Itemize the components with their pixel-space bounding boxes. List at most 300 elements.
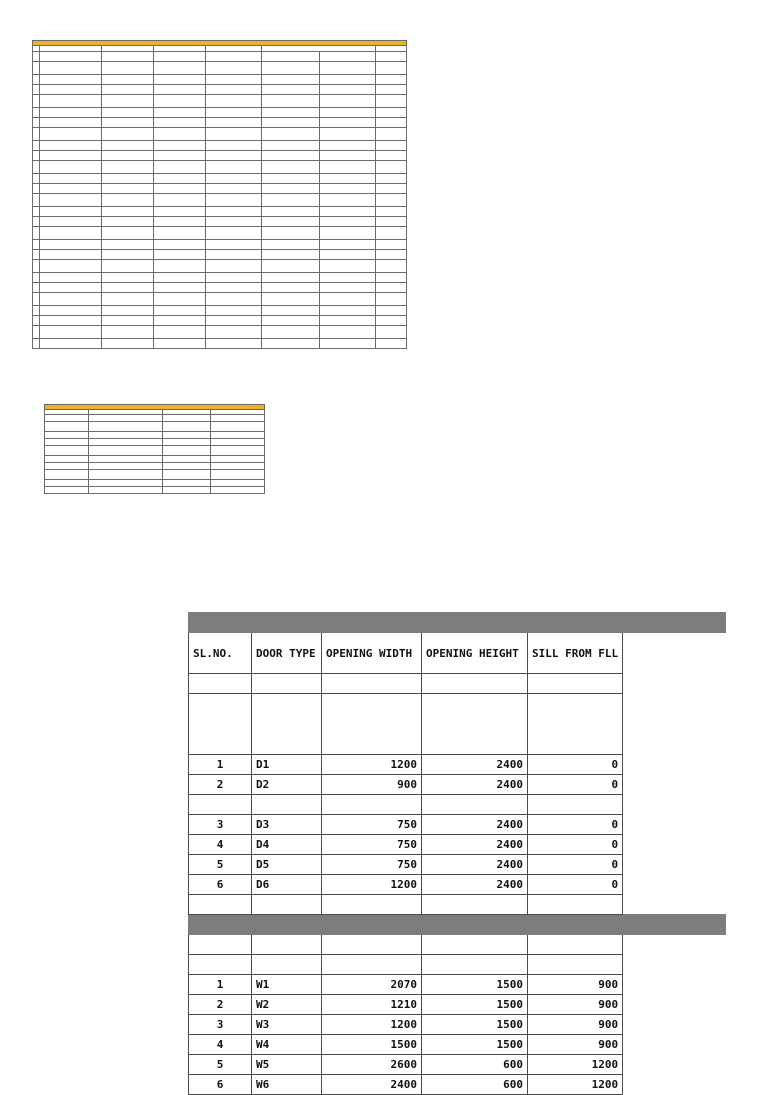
interior-row-cell — [262, 151, 320, 161]
interior-row-cell — [40, 52, 102, 62]
interior-row-cell — [33, 174, 40, 184]
door-type-cell: D1 — [252, 755, 322, 775]
interior-row-cell — [40, 240, 102, 250]
window-height-cell: 1500 — [422, 995, 528, 1015]
interior-row-cell — [102, 250, 154, 260]
exterior-row-cell — [89, 480, 163, 487]
door-sl-cell: 6 — [189, 875, 252, 895]
interior-row-cell — [33, 161, 40, 174]
interior-row-cell — [262, 250, 320, 260]
interior-row-cell — [33, 326, 40, 339]
exterior-row-cell — [45, 470, 89, 480]
interior-row-cell — [33, 52, 40, 62]
interior-row-cell — [320, 207, 376, 217]
interior-row-cell — [33, 95, 40, 108]
interior-row-cell — [33, 316, 40, 326]
interior-row — [33, 207, 407, 217]
interior-row-cell — [102, 118, 154, 128]
interior-row-cell — [33, 293, 40, 306]
interior-row-cell — [376, 174, 407, 184]
interior-row-cell — [376, 52, 407, 62]
interior-row-cell — [376, 260, 407, 273]
interior-row-cell — [206, 62, 262, 75]
interior-row-cell — [262, 95, 320, 108]
window-sl-cell: 5 — [189, 1055, 252, 1075]
interior-row-cell — [154, 151, 206, 161]
door-type-cell: D2 — [252, 775, 322, 795]
window-sill-cell: 900 — [528, 1035, 623, 1055]
interior-row-cell — [262, 128, 320, 141]
interior-row-cell — [320, 108, 376, 118]
interior-row-cell — [320, 141, 376, 151]
interior-row — [33, 151, 407, 161]
exterior-row-cell — [211, 432, 265, 439]
window-sl-cell: 1 — [189, 975, 252, 995]
exterior-row-cell — [163, 456, 211, 463]
interior-row-cell — [40, 293, 102, 306]
window-height-cell: 600 — [422, 1055, 528, 1075]
exterior-row-cell — [163, 463, 211, 470]
exterior-row-cell — [89, 422, 163, 432]
interior-row-cell — [376, 108, 407, 118]
interior-row-cell — [154, 141, 206, 151]
interior-row-cell — [40, 260, 102, 273]
interior-row-cell — [376, 75, 407, 85]
interior-row-cell — [154, 316, 206, 326]
door-height-cell: 2400 — [422, 855, 528, 875]
interior-row-cell — [206, 260, 262, 273]
interior-row-cell — [102, 326, 154, 339]
interior-row-cell — [154, 128, 206, 141]
interior-row-cell — [40, 339, 102, 349]
blank-row — [189, 955, 726, 975]
interior-row-cell — [40, 128, 102, 141]
interior-row-cell — [102, 283, 154, 293]
exterior-row — [45, 415, 265, 422]
window-row — [189, 975, 726, 995]
exterior-row-cell — [45, 446, 89, 456]
interior-row-cell — [154, 273, 206, 283]
interior-row-cell — [206, 240, 262, 250]
interior-row-cell — [40, 118, 102, 128]
door-width-cell: 900 — [322, 775, 422, 795]
interior-row-cell — [33, 118, 40, 128]
interior-row-cell — [102, 207, 154, 217]
interior-row-cell — [320, 240, 376, 250]
exterior-row-cell — [211, 439, 265, 446]
window-sill-cell: 900 — [528, 1015, 623, 1035]
interior-row-cell — [376, 250, 407, 260]
window-width-cell: 2400 — [322, 1075, 422, 1095]
interior-row-cell — [206, 306, 262, 316]
interior-row — [33, 326, 407, 339]
blank-row — [189, 674, 726, 694]
window-width-cell: 2070 — [322, 975, 422, 995]
interior-row-cell — [154, 62, 206, 75]
interior-row — [33, 339, 407, 349]
interior-row — [33, 250, 407, 260]
interior-row-cell — [206, 108, 262, 118]
interior-row-cell — [154, 174, 206, 184]
exterior-row-cell — [211, 487, 265, 494]
door-height-cell: 2400 — [422, 755, 528, 775]
interior-row-cell — [206, 207, 262, 217]
door-sl-cell: 1 — [189, 755, 252, 775]
interior-rows — [33, 52, 407, 349]
window-row — [189, 1055, 726, 1075]
interior-row-cell — [320, 293, 376, 306]
exterior-row-cell — [163, 480, 211, 487]
interior-row-cell — [206, 339, 262, 349]
interior-row — [33, 273, 407, 283]
exterior-row-cell — [45, 432, 89, 439]
interior-row-cell — [154, 108, 206, 118]
interior-row-cell — [376, 217, 407, 227]
interior-row-cell — [206, 75, 262, 85]
exterior-row — [45, 432, 265, 439]
window-type-cell: W1 — [252, 975, 322, 995]
window-height-cell: 1500 — [422, 1035, 528, 1055]
interior-row-cell — [376, 128, 407, 141]
interior-row-cell — [262, 85, 320, 95]
interior-row-cell — [206, 141, 262, 151]
interior-row-cell — [262, 62, 320, 75]
interior-row-cell — [102, 184, 154, 194]
interior-row — [33, 283, 407, 293]
interior-row-cell — [262, 108, 320, 118]
interior-row-cell — [262, 293, 320, 306]
door-row — [189, 835, 726, 855]
interior-row-cell — [102, 339, 154, 349]
interior-row-cell — [320, 95, 376, 108]
door-sl-cell: 5 — [189, 855, 252, 875]
exterior-row — [45, 463, 265, 470]
interior-row-cell — [206, 52, 262, 62]
interior-row-cell — [40, 326, 102, 339]
exterior-row-cell — [45, 463, 89, 470]
door-width-cell: 750 — [322, 835, 422, 855]
interior-row-cell — [154, 217, 206, 227]
interior-row — [33, 108, 407, 118]
exterior-row-cell — [163, 415, 211, 422]
interior-row-cell — [154, 227, 206, 240]
exterior-row-cell — [89, 446, 163, 456]
interior-row-cell — [262, 339, 320, 349]
interior-row-cell — [320, 118, 376, 128]
interior-row-cell — [33, 75, 40, 85]
interior-row-cell — [40, 95, 102, 108]
door-row — [189, 755, 726, 775]
door-row — [189, 775, 726, 795]
interior-row-cell — [154, 240, 206, 250]
interior-row-cell — [154, 339, 206, 349]
interior-row-cell — [154, 207, 206, 217]
schedule-header-row — [189, 633, 726, 674]
exterior-row-cell — [163, 487, 211, 494]
window-type-cell: W3 — [252, 1015, 322, 1035]
door-width-cell: 750 — [322, 855, 422, 875]
exterior-finishes-table — [44, 404, 265, 494]
interior-row-cell — [206, 293, 262, 306]
interior-row-cell — [262, 184, 320, 194]
door-row — [189, 875, 726, 895]
interior-row — [33, 128, 407, 141]
interior-row-cell — [320, 260, 376, 273]
interior-row-cell — [33, 194, 40, 207]
interior-row-cell — [102, 240, 154, 250]
interior-row-cell — [206, 161, 262, 174]
interior-row-cell — [40, 217, 102, 227]
interior-row-cell — [376, 62, 407, 75]
interior-row — [33, 52, 407, 62]
interior-row — [33, 141, 407, 151]
interior-row-cell — [40, 141, 102, 151]
interior-row-cell — [376, 283, 407, 293]
door-height-cell: 2400 — [422, 835, 528, 855]
interior-row-cell — [376, 141, 407, 151]
door-type-cell: D6 — [252, 875, 322, 895]
interior-row-cell — [206, 174, 262, 184]
door-width-cell: 1200 — [322, 755, 422, 775]
interior-row-cell — [40, 62, 102, 75]
interior-row-cell — [154, 161, 206, 174]
interior-row-cell — [320, 161, 376, 174]
window-type-cell: W2 — [252, 995, 322, 1015]
window-sill-cell: 1200 — [528, 1055, 623, 1075]
interior-row-cell — [154, 75, 206, 85]
header-sill-from-fll: SILL FROM FLL — [528, 633, 623, 674]
interior-row — [33, 217, 407, 227]
interior-row-cell — [262, 326, 320, 339]
interior-row-cell — [320, 217, 376, 227]
interior-row — [33, 95, 407, 108]
interior-row-cell — [40, 316, 102, 326]
exterior-row-cell — [89, 456, 163, 463]
interior-row-cell — [102, 75, 154, 85]
interior-row-cell — [320, 194, 376, 207]
interior-row-cell — [40, 85, 102, 95]
door-height-cell: 2400 — [422, 815, 528, 835]
interior-row-cell — [40, 174, 102, 184]
interior-row-cell — [376, 306, 407, 316]
interior-row-cell — [102, 52, 154, 62]
interior-row-cell — [102, 227, 154, 240]
interior-row-cell — [102, 161, 154, 174]
exterior-row-cell — [211, 470, 265, 480]
exterior-row-cell — [211, 480, 265, 487]
interior-row-cell — [33, 250, 40, 260]
interior-row-cell — [102, 273, 154, 283]
interior-row-cell — [40, 184, 102, 194]
interior-row-cell — [320, 273, 376, 283]
interior-row — [33, 118, 407, 128]
interior-row-cell — [320, 52, 376, 62]
exterior-row-cell — [163, 422, 211, 432]
interior-row-cell — [262, 141, 320, 151]
interior-row-cell — [262, 207, 320, 217]
interior-row-cell — [376, 118, 407, 128]
interior-row-cell — [102, 260, 154, 273]
interior-row-cell — [102, 95, 154, 108]
window-section-band — [189, 915, 726, 935]
interior-row-cell — [102, 293, 154, 306]
interior-row-cell — [320, 128, 376, 141]
interior-row — [33, 316, 407, 326]
interior-row-cell — [102, 306, 154, 316]
header-opening-width: OPENING WIDTH — [322, 633, 422, 674]
interior-row — [33, 227, 407, 240]
exterior-row — [45, 487, 265, 494]
blank-row — [189, 935, 726, 955]
window-sl-cell: 3 — [189, 1015, 252, 1035]
interior-row-cell — [33, 62, 40, 75]
interior-row-cell — [154, 293, 206, 306]
interior-row-cell — [376, 240, 407, 250]
interior-row-cell — [154, 260, 206, 273]
interior-row — [33, 161, 407, 174]
interior-row-cell — [40, 306, 102, 316]
door-width-cell: 750 — [322, 815, 422, 835]
interior-row-cell — [206, 227, 262, 240]
door-sl-cell: 4 — [189, 835, 252, 855]
interior-row-cell — [376, 326, 407, 339]
interior-row — [33, 260, 407, 273]
exterior-row-cell — [45, 480, 89, 487]
interior-row-cell — [40, 194, 102, 207]
exterior-row — [45, 480, 265, 487]
window-width-cell: 1500 — [322, 1035, 422, 1055]
interior-row-cell — [206, 250, 262, 260]
window-sl-cell: 2 — [189, 995, 252, 1015]
window-row — [189, 1075, 726, 1095]
exterior-row-cell — [89, 487, 163, 494]
window-height-cell: 1500 — [422, 1015, 528, 1035]
interior-row-cell — [154, 184, 206, 194]
window-sill-cell: 900 — [528, 995, 623, 1015]
interior-row-cell — [376, 316, 407, 326]
interior-row-cell — [206, 184, 262, 194]
interior-row-cell — [376, 339, 407, 349]
interior-row-cell — [33, 128, 40, 141]
interior-row-cell — [262, 316, 320, 326]
exterior-row-cell — [45, 422, 89, 432]
interior-row-cell — [154, 95, 206, 108]
interior-row-cell — [206, 273, 262, 283]
interior-row — [33, 75, 407, 85]
door-type-cell: D3 — [252, 815, 322, 835]
interior-row-cell — [154, 306, 206, 316]
interior-row — [33, 174, 407, 184]
interior-row-cell — [262, 174, 320, 184]
window-width-cell: 1200 — [322, 1015, 422, 1035]
interior-row — [33, 293, 407, 306]
interior-row-cell — [40, 227, 102, 240]
interior-row-cell — [320, 306, 376, 316]
interior-row-cell — [262, 240, 320, 250]
exterior-row-cell — [89, 432, 163, 439]
interior-row-cell — [320, 316, 376, 326]
exterior-row-cell — [163, 470, 211, 480]
door-sill-cell: 0 — [528, 835, 623, 855]
exterior-row-cell — [163, 432, 211, 439]
interior-row-cell — [206, 194, 262, 207]
interior-row-cell — [40, 273, 102, 283]
interior-row-cell — [33, 227, 40, 240]
interior-row-cell — [206, 118, 262, 128]
interior-row-cell — [376, 194, 407, 207]
exterior-row-cell — [211, 422, 265, 432]
interior-row-cell — [320, 174, 376, 184]
window-sill-cell: 1200 — [528, 1075, 623, 1095]
window-row — [189, 1015, 726, 1035]
window-height-cell: 1500 — [422, 975, 528, 995]
interior-row-cell — [206, 95, 262, 108]
window-sl-cell: 6 — [189, 1075, 252, 1095]
interior-row-cell — [102, 316, 154, 326]
interior-row-cell — [154, 52, 206, 62]
interior-row-cell — [40, 207, 102, 217]
door-sill-cell: 0 — [528, 875, 623, 895]
interior-row-cell — [262, 306, 320, 316]
interior-row-cell — [154, 250, 206, 260]
window-width-cell: 2600 — [322, 1055, 422, 1075]
interior-row-cell — [102, 62, 154, 75]
interior-row-cell — [40, 75, 102, 85]
interior-row-cell — [206, 217, 262, 227]
interior-row-cell — [40, 161, 102, 174]
interior-row-cell — [262, 260, 320, 273]
interior-row-cell — [33, 151, 40, 161]
interior-row-cell — [262, 217, 320, 227]
window-type-cell: W4 — [252, 1035, 322, 1055]
exterior-row-cell — [45, 456, 89, 463]
door-row — [189, 815, 726, 835]
window-width-cell: 1210 — [322, 995, 422, 1015]
interior-row-cell — [376, 161, 407, 174]
exterior-row — [45, 446, 265, 456]
door-sill-cell: 0 — [528, 775, 623, 795]
interior-row-cell — [376, 293, 407, 306]
interior-row-cell — [376, 184, 407, 194]
interior-row-cell — [320, 227, 376, 240]
interior-row-cell — [376, 151, 407, 161]
interior-row-cell — [206, 85, 262, 95]
interior-row-cell — [320, 85, 376, 95]
exterior-rows — [45, 415, 265, 494]
blank-row — [189, 795, 726, 815]
interior-row-cell — [262, 75, 320, 85]
door-sill-cell: 0 — [528, 815, 623, 835]
interior-row-cell — [376, 227, 407, 240]
interior-row-cell — [102, 108, 154, 118]
exterior-row — [45, 456, 265, 463]
interior-row-cell — [206, 283, 262, 293]
interior-row-cell — [262, 118, 320, 128]
interior-row-cell — [262, 273, 320, 283]
door-window-schedule — [188, 612, 726, 1095]
interior-row-cell — [40, 283, 102, 293]
interior-row-cell — [320, 339, 376, 349]
exterior-row-cell — [211, 456, 265, 463]
blank-row — [189, 694, 726, 755]
interior-row-cell — [154, 283, 206, 293]
interior-row-cell — [262, 52, 320, 62]
interior-row-cell — [320, 62, 376, 75]
window-row — [189, 1035, 726, 1055]
interior-row-cell — [33, 339, 40, 349]
door-height-cell: 2400 — [422, 775, 528, 795]
interior-row-cell — [154, 85, 206, 95]
